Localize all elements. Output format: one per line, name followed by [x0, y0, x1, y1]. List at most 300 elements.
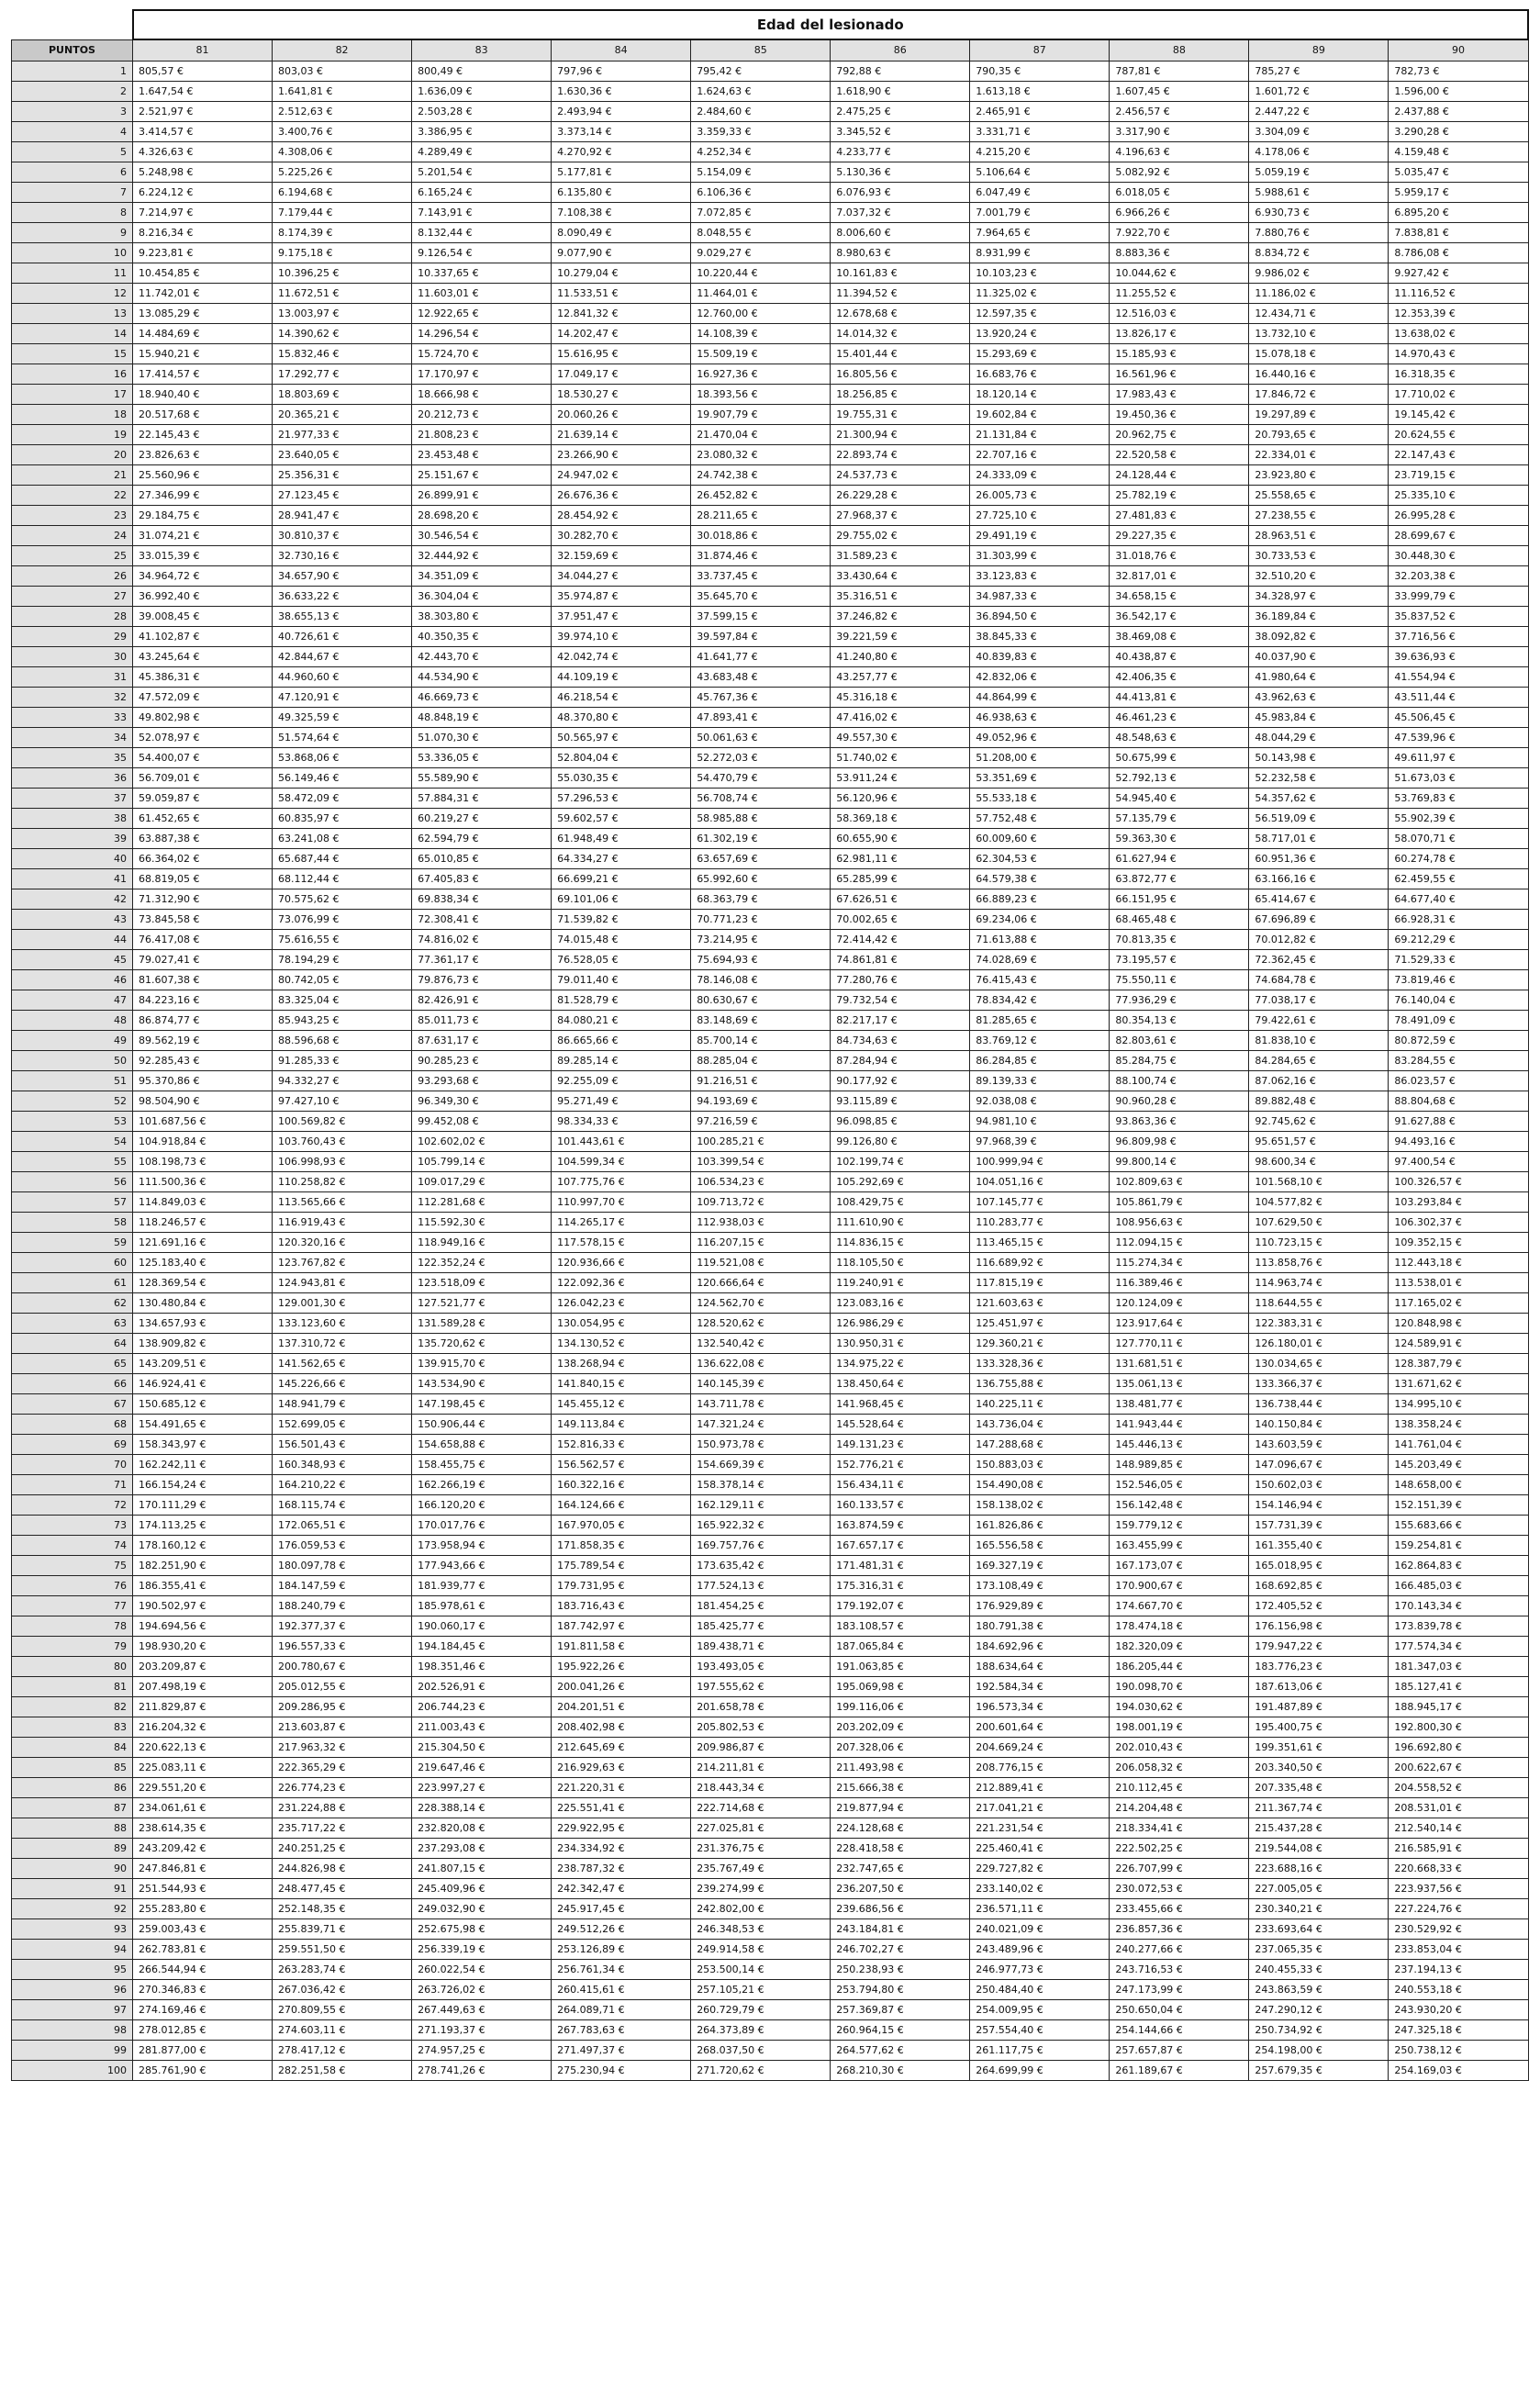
amount-cell: 69.212,29 €: [1389, 930, 1528, 950]
amount-cell: 9.029,27 €: [691, 243, 831, 263]
amount-cell: 73.076,99 €: [273, 910, 412, 930]
amount-cell: 23.453,48 €: [412, 445, 552, 465]
amount-cell: 89.882,48 €: [1249, 1091, 1389, 1112]
amount-cell: 176.156,98 €: [1249, 1616, 1389, 1637]
points-cell: 97: [12, 2000, 133, 2020]
amount-cell: 112.281,68 €: [412, 1192, 552, 1213]
amount-cell: 181.454,25 €: [691, 1596, 831, 1616]
amount-cell: 243.863,59 €: [1249, 1980, 1389, 2000]
amount-cell: 176.059,53 €: [273, 1536, 412, 1556]
amount-cell: 30.282,70 €: [552, 526, 691, 546]
amount-cell: 13.085,29 €: [133, 304, 273, 324]
amount-cell: 113.565,66 €: [273, 1192, 412, 1213]
table-row: [12, 1576, 1529, 1596]
amount-cell: 208.402,98 €: [552, 1717, 691, 1738]
amount-cell: 173.958,94 €: [412, 1536, 552, 1556]
table-row: [12, 506, 1529, 526]
amount-cell: 68.363,79 €: [691, 889, 831, 910]
amount-cell: 51.208,00 €: [970, 748, 1110, 768]
points-cell: 35: [12, 748, 133, 768]
amount-cell: 118.105,50 €: [831, 1253, 970, 1273]
amount-cell: 180.791,38 €: [970, 1616, 1110, 1637]
amount-cell: 58.369,18 €: [831, 809, 970, 829]
amount-cell: 141.943,44 €: [1110, 1415, 1249, 1435]
amount-cell: 30.018,86 €: [691, 526, 831, 546]
age-column-header: 87: [970, 39, 1110, 62]
amount-cell: 9.223,81 €: [133, 243, 273, 263]
table-row: [12, 223, 1529, 243]
amount-cell: 167.657,17 €: [831, 1536, 970, 1556]
points-cell: 9: [12, 223, 133, 243]
amount-cell: 264.089,71 €: [552, 2000, 691, 2020]
points-cell: 87: [12, 1798, 133, 1818]
amount-cell: 3.359,33 €: [691, 122, 831, 142]
amount-cell: 82.217,17 €: [831, 1011, 970, 1031]
amount-cell: 192.584,34 €: [970, 1677, 1110, 1697]
amount-cell: 152.816,33 €: [552, 1435, 691, 1455]
amount-cell: 787,81 €: [1110, 62, 1249, 82]
amount-cell: 140.225,11 €: [970, 1394, 1110, 1415]
amount-cell: 43.257,77 €: [831, 667, 970, 688]
amount-cell: 162.864,83 €: [1389, 1556, 1528, 1576]
amount-cell: 67.626,51 €: [831, 889, 970, 910]
amount-cell: 150.883,03 €: [970, 1455, 1110, 1475]
amount-cell: 27.238,55 €: [1249, 506, 1389, 526]
amount-cell: 136.622,08 €: [691, 1354, 831, 1374]
amount-cell: 15.401,44 €: [831, 344, 970, 364]
amount-cell: 2.475,25 €: [831, 102, 970, 122]
amount-cell: 63.887,38 €: [133, 829, 273, 849]
table-row: [12, 809, 1529, 829]
table-row: [12, 1536, 1529, 1556]
table-row: [12, 526, 1529, 546]
amount-cell: 42.844,67 €: [273, 647, 412, 667]
amount-cell: 141.840,15 €: [552, 1374, 691, 1394]
amount-cell: 40.438,87 €: [1110, 647, 1249, 667]
amount-cell: 107.629,50 €: [1249, 1213, 1389, 1233]
table-row: [12, 1839, 1529, 1859]
points-cell: 13: [12, 304, 133, 324]
amount-cell: 175.789,54 €: [552, 1556, 691, 1576]
amount-cell: 8.174,39 €: [273, 223, 412, 243]
amount-cell: 119.240,91 €: [831, 1273, 970, 1293]
amount-cell: 1.630,36 €: [552, 82, 691, 102]
amount-cell: 57.296,53 €: [552, 789, 691, 809]
amount-cell: 60.655,90 €: [831, 829, 970, 849]
amount-cell: 246.977,73 €: [970, 1960, 1110, 1980]
amount-cell: 215.666,38 €: [831, 1778, 970, 1798]
amount-cell: 63.657,69 €: [691, 849, 831, 869]
amount-cell: 27.123,45 €: [273, 486, 412, 506]
amount-cell: 71.312,90 €: [133, 889, 273, 910]
amount-cell: 45.316,18 €: [831, 688, 970, 708]
amount-cell: 5.106,64 €: [970, 162, 1110, 183]
amount-cell: 46.218,54 €: [552, 688, 691, 708]
amount-cell: 217.041,21 €: [970, 1798, 1110, 1818]
amount-cell: 8.980,63 €: [831, 243, 970, 263]
amount-cell: 152.546,05 €: [1110, 1475, 1249, 1495]
amount-cell: 42.443,70 €: [412, 647, 552, 667]
amount-cell: 5.130,36 €: [831, 162, 970, 183]
amount-cell: 125.451,97 €: [970, 1314, 1110, 1334]
amount-cell: 36.304,04 €: [412, 587, 552, 607]
amount-cell: 147.288,68 €: [970, 1435, 1110, 1455]
amount-cell: 112.094,15 €: [1110, 1233, 1249, 1253]
amount-cell: 140.150,84 €: [1249, 1415, 1389, 1435]
amount-cell: 169.757,76 €: [691, 1536, 831, 1556]
amount-cell: 122.352,24 €: [412, 1253, 552, 1273]
amount-cell: 1.636,09 €: [412, 82, 552, 102]
amount-cell: 282.251,58 €: [273, 2061, 412, 2081]
amount-cell: 215.304,50 €: [412, 1738, 552, 1758]
amount-cell: 214.211,81 €: [691, 1758, 831, 1778]
amount-cell: 78.834,42 €: [970, 990, 1110, 1011]
amount-cell: 24.537,73 €: [831, 465, 970, 486]
points-cell: 75: [12, 1556, 133, 1576]
points-cell: 60: [12, 1253, 133, 1273]
amount-cell: 51.070,30 €: [412, 728, 552, 748]
points-cell: 81: [12, 1677, 133, 1697]
amount-cell: 54.357,62 €: [1249, 789, 1389, 809]
amount-cell: 7.108,38 €: [552, 203, 691, 223]
amount-cell: 219.647,46 €: [412, 1758, 552, 1778]
table-row: [12, 1879, 1529, 1899]
amount-cell: 242.342,47 €: [552, 1879, 691, 1899]
amount-cell: 77.936,29 €: [1110, 990, 1249, 1011]
amount-cell: 194.030,62 €: [1110, 1697, 1249, 1717]
amount-cell: 126.180,01 €: [1249, 1334, 1389, 1354]
amount-cell: 187.613,06 €: [1249, 1677, 1389, 1697]
amount-cell: 3.373,14 €: [552, 122, 691, 142]
amount-cell: 173.108,49 €: [970, 1576, 1110, 1596]
amount-cell: 36.542,17 €: [1110, 607, 1249, 627]
amount-cell: 42.042,74 €: [552, 647, 691, 667]
amount-cell: 131.671,62 €: [1389, 1374, 1528, 1394]
amount-cell: 28.454,92 €: [552, 506, 691, 526]
amount-cell: 89.285,14 €: [552, 1051, 691, 1071]
amount-cell: 99.126,80 €: [831, 1132, 970, 1152]
amount-cell: 64.579,38 €: [970, 869, 1110, 889]
amount-cell: 91.216,51 €: [691, 1071, 831, 1091]
amount-cell: 119.521,08 €: [691, 1253, 831, 1273]
amount-cell: 207.328,06 €: [831, 1738, 970, 1758]
amount-cell: 5.959,17 €: [1389, 183, 1528, 203]
points-cell: 4: [12, 122, 133, 142]
amount-cell: 803,03 €: [273, 62, 412, 82]
age-group-header: Edad del lesionado: [133, 10, 1529, 39]
amount-cell: 250.734,92 €: [1249, 2020, 1389, 2041]
amount-cell: 226.707,99 €: [1110, 1859, 1249, 1879]
amount-cell: 165.922,32 €: [691, 1516, 831, 1536]
table-row: [12, 1495, 1529, 1516]
amount-cell: 95.370,86 €: [133, 1071, 273, 1091]
points-cell: 5: [12, 142, 133, 162]
amount-cell: 76.417,08 €: [133, 930, 273, 950]
amount-cell: 165.556,58 €: [970, 1536, 1110, 1556]
amount-cell: 4.308,06 €: [273, 142, 412, 162]
amount-cell: 69.838,34 €: [412, 889, 552, 910]
amount-cell: 164.124,66 €: [552, 1495, 691, 1516]
amount-cell: 246.348,53 €: [691, 1919, 831, 1940]
amount-cell: 127.521,77 €: [412, 1293, 552, 1314]
amount-cell: 204.669,24 €: [970, 1738, 1110, 1758]
amount-cell: 26.899,91 €: [412, 486, 552, 506]
amount-cell: 212.540,14 €: [1389, 1818, 1528, 1839]
amount-cell: 110.997,70 €: [552, 1192, 691, 1213]
amount-cell: 185.425,77 €: [691, 1616, 831, 1637]
amount-cell: 81.607,38 €: [133, 970, 273, 990]
amount-cell: 20.365,21 €: [273, 405, 412, 425]
amount-cell: 238.614,35 €: [133, 1818, 273, 1839]
age-header-row: [12, 39, 1529, 62]
amount-cell: 166.120,20 €: [412, 1495, 552, 1516]
amount-cell: 2.456,57 €: [1110, 102, 1249, 122]
amount-cell: 36.992,40 €: [133, 587, 273, 607]
table-row: [12, 1899, 1529, 1919]
amount-cell: 6.106,36 €: [691, 183, 831, 203]
amount-cell: 274.957,25 €: [412, 2041, 552, 2061]
points-cell: 61: [12, 1273, 133, 1293]
amount-cell: 32.159,69 €: [552, 546, 691, 566]
points-cell: 26: [12, 566, 133, 587]
amount-cell: 227.224,76 €: [1389, 1899, 1528, 1919]
amount-cell: 8.216,34 €: [133, 223, 273, 243]
amount-cell: 6.076,93 €: [831, 183, 970, 203]
amount-cell: 21.131,84 €: [970, 425, 1110, 445]
amount-cell: 6.047,49 €: [970, 183, 1110, 203]
amount-cell: 60.951,36 €: [1249, 849, 1389, 869]
amount-cell: 157.731,39 €: [1249, 1516, 1389, 1536]
amount-cell: 1.601,72 €: [1249, 82, 1389, 102]
amount-cell: 22.520,58 €: [1110, 445, 1249, 465]
points-cell: 83: [12, 1717, 133, 1738]
amount-cell: 117.165,02 €: [1389, 1293, 1528, 1314]
amount-cell: 149.113,84 €: [552, 1415, 691, 1435]
amount-cell: 12.597,35 €: [970, 304, 1110, 324]
points-cell: 94: [12, 1940, 133, 1960]
amount-cell: 170.017,76 €: [412, 1516, 552, 1536]
amount-cell: 54.470,79 €: [691, 768, 831, 789]
amount-cell: 6.966,26 €: [1110, 203, 1249, 223]
amount-cell: 106.302,37 €: [1389, 1213, 1528, 1233]
amount-cell: 271.193,37 €: [412, 2020, 552, 2041]
points-cell: 78: [12, 1616, 133, 1637]
amount-cell: 239.686,56 €: [831, 1899, 970, 1919]
amount-cell: 38.655,13 €: [273, 607, 412, 627]
amount-cell: 52.078,97 €: [133, 728, 273, 748]
amount-cell: 113.465,15 €: [970, 1233, 1110, 1253]
amount-cell: 145.455,12 €: [552, 1394, 691, 1415]
amount-cell: 242.802,00 €: [691, 1899, 831, 1919]
points-cell: 15: [12, 344, 133, 364]
amount-cell: 103.293,84 €: [1389, 1192, 1528, 1213]
amount-cell: 93.115,89 €: [831, 1091, 970, 1112]
table-row: [12, 1071, 1529, 1091]
points-cell: 84: [12, 1738, 133, 1758]
amount-cell: 70.771,23 €: [691, 910, 831, 930]
amount-cell: 109.017,29 €: [412, 1172, 552, 1192]
amount-cell: 114.849,03 €: [133, 1192, 273, 1213]
amount-cell: 66.889,23 €: [970, 889, 1110, 910]
amount-cell: 101.443,61 €: [552, 1132, 691, 1152]
amount-cell: 162.266,19 €: [412, 1475, 552, 1495]
amount-cell: 160.322,16 €: [552, 1475, 691, 1495]
amount-cell: 27.481,83 €: [1110, 506, 1249, 526]
amount-cell: 28.211,65 €: [691, 506, 831, 526]
amount-cell: 31.874,46 €: [691, 546, 831, 566]
amount-cell: 22.893,74 €: [831, 445, 970, 465]
amount-cell: 53.911,24 €: [831, 768, 970, 789]
amount-cell: 96.349,30 €: [412, 1091, 552, 1112]
amount-cell: 188.945,17 €: [1389, 1697, 1528, 1717]
amount-cell: 243.184,81 €: [831, 1919, 970, 1940]
amount-cell: 86.023,57 €: [1389, 1071, 1528, 1091]
amount-cell: 177.574,34 €: [1389, 1637, 1528, 1657]
amount-cell: 166.485,03 €: [1389, 1576, 1528, 1596]
amount-cell: 32.510,20 €: [1249, 566, 1389, 587]
age-column-header: 89: [1249, 39, 1389, 62]
amount-cell: 53.769,83 €: [1389, 789, 1528, 809]
amount-cell: 162.242,11 €: [133, 1455, 273, 1475]
amount-cell: 90.960,28 €: [1110, 1091, 1249, 1112]
amount-cell: 105.292,69 €: [831, 1172, 970, 1192]
amount-cell: 124.562,70 €: [691, 1293, 831, 1314]
amount-cell: 74.028,69 €: [970, 950, 1110, 970]
amount-cell: 31.589,23 €: [831, 546, 970, 566]
amount-cell: 13.826,17 €: [1110, 324, 1249, 344]
amount-cell: 225.460,41 €: [970, 1839, 1110, 1859]
amount-cell: 805,57 €: [133, 62, 273, 82]
amount-cell: 19.450,36 €: [1110, 405, 1249, 425]
points-cell: 76: [12, 1576, 133, 1596]
amount-cell: 51.673,03 €: [1389, 768, 1528, 789]
amount-cell: 22.334,01 €: [1249, 445, 1389, 465]
amount-cell: 78.194,29 €: [273, 950, 412, 970]
amount-cell: 57.884,31 €: [412, 789, 552, 809]
amount-cell: 47.893,41 €: [691, 708, 831, 728]
amount-cell: 7.037,32 €: [831, 203, 970, 223]
table-row: [12, 566, 1529, 587]
amount-cell: 77.280,76 €: [831, 970, 970, 990]
amount-cell: 130.034,65 €: [1249, 1354, 1389, 1374]
amount-cell: 85.943,25 €: [273, 1011, 412, 1031]
amount-cell: 98.600,34 €: [1249, 1152, 1389, 1172]
table-row: [12, 102, 1529, 122]
amount-cell: 179.947,22 €: [1249, 1637, 1389, 1657]
amount-cell: 36.633,22 €: [273, 587, 412, 607]
amount-cell: 233.140,02 €: [970, 1879, 1110, 1899]
amount-cell: 8.090,49 €: [552, 223, 691, 243]
amount-cell: 133.328,36 €: [970, 1354, 1110, 1374]
amount-cell: 98.504,90 €: [133, 1091, 273, 1112]
amount-cell: 97.968,39 €: [970, 1132, 1110, 1152]
amount-cell: 123.767,82 €: [273, 1253, 412, 1273]
amount-cell: 8.883,36 €: [1110, 243, 1249, 263]
amount-cell: 16.561,96 €: [1110, 364, 1249, 385]
table-row: [12, 263, 1529, 284]
amount-cell: 797,96 €: [552, 62, 691, 82]
points-cell: 91: [12, 1879, 133, 1899]
amount-cell: 135.061,13 €: [1110, 1374, 1249, 1394]
table-row: [12, 284, 1529, 304]
amount-cell: 65.285,99 €: [831, 869, 970, 889]
amount-cell: 45.386,31 €: [133, 667, 273, 688]
amount-cell: 99.800,14 €: [1110, 1152, 1249, 1172]
amount-cell: 105.861,79 €: [1110, 1192, 1249, 1213]
amount-cell: 34.987,33 €: [970, 587, 1110, 607]
amount-cell: 148.658,00 €: [1389, 1475, 1528, 1495]
amount-cell: 88.596,68 €: [273, 1031, 412, 1051]
amount-cell: 143.711,78 €: [691, 1394, 831, 1415]
amount-cell: 52.804,04 €: [552, 748, 691, 768]
amount-cell: 3.331,71 €: [970, 122, 1110, 142]
points-cell: 64: [12, 1334, 133, 1354]
amount-cell: 107.775,76 €: [552, 1172, 691, 1192]
amount-cell: 59.602,57 €: [552, 809, 691, 829]
amount-cell: 121.603,63 €: [970, 1293, 1110, 1314]
table-row: [12, 1435, 1529, 1455]
amount-cell: 231.224,88 €: [273, 1798, 412, 1818]
amount-cell: 200.622,67 €: [1389, 1758, 1528, 1778]
amount-cell: 47.539,96 €: [1389, 728, 1528, 748]
amount-cell: 10.161,83 €: [831, 263, 970, 284]
points-cell: 33: [12, 708, 133, 728]
amount-cell: 32.203,38 €: [1389, 566, 1528, 587]
amount-cell: 21.808,23 €: [412, 425, 552, 445]
amount-cell: 4.159,48 €: [1389, 142, 1528, 162]
amount-cell: 4.196,63 €: [1110, 142, 1249, 162]
amount-cell: 233.693,64 €: [1249, 1919, 1389, 1940]
table-row: [12, 122, 1529, 142]
amount-cell: 21.300,94 €: [831, 425, 970, 445]
amount-cell: 5.988,61 €: [1249, 183, 1389, 203]
table-row: [12, 627, 1529, 647]
table-row: [12, 768, 1529, 789]
amount-cell: 14.108,39 €: [691, 324, 831, 344]
amount-cell: 6.018,05 €: [1110, 183, 1249, 203]
amount-cell: 9.986,02 €: [1249, 263, 1389, 284]
amount-cell: 275.230,94 €: [552, 2061, 691, 2081]
amount-cell: 146.924,41 €: [133, 1374, 273, 1394]
amount-cell: 87.062,16 €: [1249, 1071, 1389, 1091]
amount-cell: 223.688,16 €: [1249, 1859, 1389, 1879]
amount-cell: 95.651,57 €: [1249, 1132, 1389, 1152]
amount-cell: 148.989,85 €: [1110, 1455, 1249, 1475]
amount-cell: 240.455,33 €: [1249, 1960, 1389, 1980]
amount-cell: 80.630,67 €: [691, 990, 831, 1011]
amount-cell: 114.963,74 €: [1249, 1273, 1389, 1293]
points-cell: 30: [12, 647, 133, 667]
amount-cell: 23.266,90 €: [552, 445, 691, 465]
amount-cell: 240.277,66 €: [1110, 1940, 1249, 1960]
amount-cell: 67.696,89 €: [1249, 910, 1389, 930]
amount-cell: 185.978,61 €: [412, 1596, 552, 1616]
amount-cell: 10.103,23 €: [970, 263, 1110, 284]
amount-cell: 44.413,81 €: [1110, 688, 1249, 708]
amount-cell: 5.225,26 €: [273, 162, 412, 183]
amount-cell: 137.310,72 €: [273, 1334, 412, 1354]
table-row: [12, 1637, 1529, 1657]
amount-cell: 177.943,66 €: [412, 1556, 552, 1576]
amount-cell: 30.546,54 €: [412, 526, 552, 546]
amount-cell: 49.557,30 €: [831, 728, 970, 748]
amount-cell: 7.838,81 €: [1389, 223, 1528, 243]
table-row: [12, 950, 1529, 970]
amount-cell: 90.177,92 €: [831, 1071, 970, 1091]
amount-cell: 38.092,82 €: [1249, 627, 1389, 647]
amount-cell: 2.465,91 €: [970, 102, 1110, 122]
amount-cell: 23.080,32 €: [691, 445, 831, 465]
